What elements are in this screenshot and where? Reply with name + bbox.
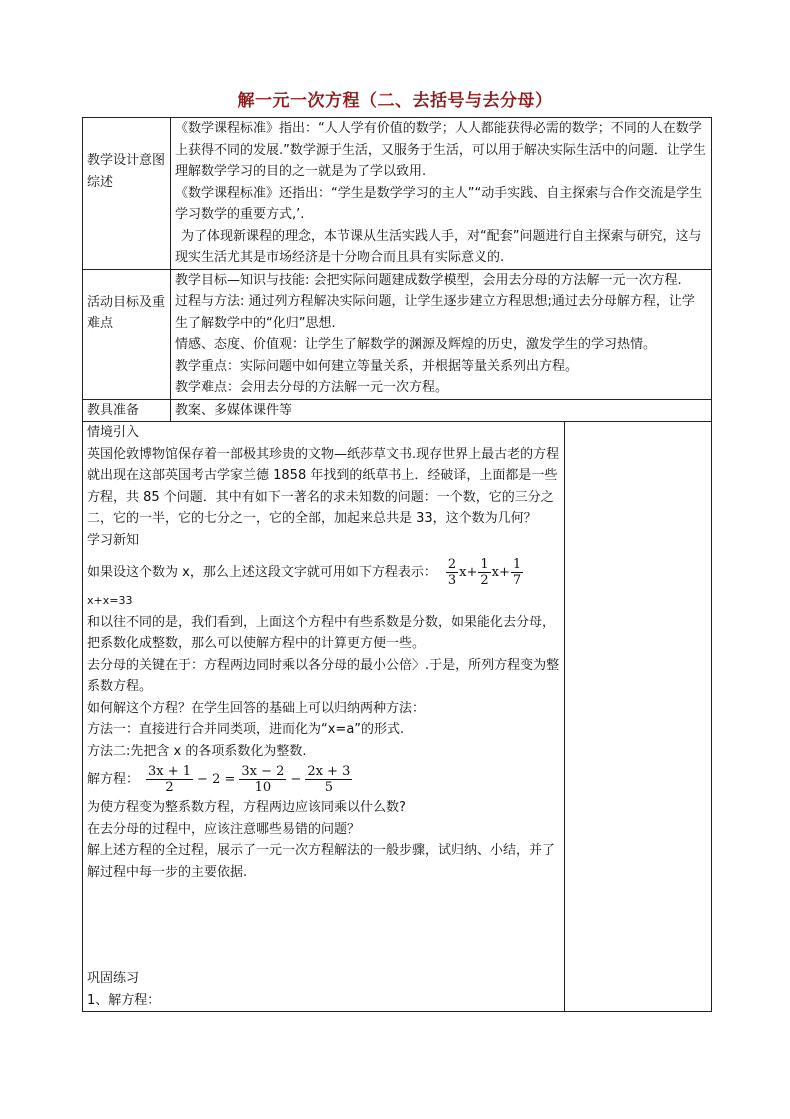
goals-paragraph: 教学难点：会用去分母的方法解一元一次方程。 — [175, 380, 449, 395]
notes-cell — [565, 422, 712, 1012]
design-label: 教学设计意图综述 — [83, 118, 171, 270]
new-heading: 学习新知 — [87, 532, 140, 548]
process-row — [83, 422, 712, 1012]
solve-label: 解方程： — [87, 771, 140, 787]
method-2: 方法二:先把含 x 的各项系数化为整数. — [87, 743, 307, 759]
question-2: 在去分母的过程中，应该注意哪些易错的问题？ — [87, 821, 361, 837]
practice-item: 1、解方程： — [87, 992, 161, 1008]
para-key: 去分母的关键在于：方程两边同时乘以各分母的最小公倍〉.于是，所列方程变为整系数方程。 — [87, 657, 560, 694]
goals-content — [171, 269, 712, 399]
para-how: 如何解这个方程？在学生回答的基础上可以归纳两种方法： — [87, 700, 426, 716]
tools-label: 教具准备 — [83, 399, 171, 422]
fraction: $\frac{2}{3}$ — [447, 557, 457, 588]
para-diff: 和以往不同的是，我们看到，上面这个方程中有些系数是分数，如果能化去分母，把系数化成整数，那么可以使解方程中的计算更方便一些。 — [87, 614, 556, 651]
eq1-text: 如果设这个数为 x，那么上述这段文字就可用如下方程表示： — [87, 564, 437, 580]
design-paragraph: 为了体现新课程的理念，本节课从生活实践人手，对“配套”问题进行自主探索与研究，这与现实生活尤其是市场经济是十分吻合而且具有实际意义的. — [175, 228, 702, 265]
intro-heading: 情境引入 — [87, 425, 140, 440]
goals-label: 活动目标及重难点 — [83, 269, 171, 399]
equation-2: 解方程： $\frac{3x + 1}{2}$ − 2 = $\frac{3x - 2}{10}$ − $\frac{2x + 3}{5}$ — [87, 764, 351, 795]
design-row — [83, 118, 712, 270]
fraction: $\frac{3x + 1}{2}$ — [148, 764, 192, 795]
goals-paragraph: 情感、态度、价值观：让学生了解数学的渊源及辉煌的历史，激发学生的学习热情。 — [175, 337, 657, 352]
equation-1: 如果设这个数为 x，那么上述这段文字就可用如下方程表示： $\frac{2}{3}$ x+ $\frac{1}{2}$ x+ $\frac{1}{7}$ — [87, 557, 522, 588]
fraction: $\frac{2x + 3}{5}$ — [307, 764, 351, 795]
intro-text: 英国伦敦博物馆保存着一部极其珍贵的文物—纸莎草文书.现存世界上最古老的方程就出现在这部英国考古学家兰德 1858 年找到的纸草书上．经破译，上面都是一些方程，共 85 个问题．其中有如下一著名的求未知数的问题：一个数，它的三分之二，它的一半，它的七分之一，它的全部，加起来总共是 33，这个数为几何？ — [87, 446, 560, 526]
method-1: 方法一：直接进行合并同类项，进而化为“x=a”的形式. — [87, 722, 405, 737]
goals-paragraph: 教学重点：实际问题中如何建立等量关系，并根据等量关系列出方程。 — [175, 358, 579, 374]
design-paragraph: 《数学课程标准》还指出：“学生是数学学习的主人”“动手实践、自主探索与合作交流是学生学习数学的重要方式,’. — [175, 185, 703, 222]
page-title: 解一元一次方程（二、去括号与去分母） — [237, 91, 553, 111]
fraction: $\frac{1}{7}$ — [512, 557, 522, 588]
practice-heading: 巩固练习 — [87, 971, 140, 986]
design-paragraph: 《数学课程标准》指出：“人人学有价值的数学；人人都能获得必需的数学；不同的人在数学上获得不同的发展.”数学源于生活，又服务于生活，可以用于解决实际生活中的问题．让学生理解数学学习的目的之一就是为了学以致用. — [175, 121, 706, 179]
goals-paragraph: 过程与方法: 通过列方程解决实际问题，让学生逐步建立方程思想;通过去分母解方程，让学生了解数学中的“化归”思想. — [175, 294, 695, 331]
fraction: $\frac{3x - 2}{10}$ — [241, 764, 285, 795]
tools-row — [83, 399, 712, 422]
process-content — [83, 422, 565, 1012]
goals-paragraph: 教学目标—知识与技能: 会把实际问题建成数学模型，会用去分母的方法解一元一次方程. — [175, 272, 682, 288]
eq1-tail: x+x=33 — [87, 594, 133, 607]
lesson-plan-table — [82, 117, 712, 1012]
design-content — [171, 118, 712, 270]
goals-row — [83, 269, 712, 399]
question-3: 解上述方程的全过程，展示了一元一次方程解法的一般步骤，试归纳、小结，并了解过程中每一步的主要依据. — [87, 843, 556, 880]
tools-content: 教案、多媒体课件等 — [171, 399, 712, 422]
question-1: 为使方程变为整系数方程，方程两边应该同乘以什么数? — [87, 800, 406, 815]
fraction: $\frac{1}{2}$ — [480, 557, 489, 588]
